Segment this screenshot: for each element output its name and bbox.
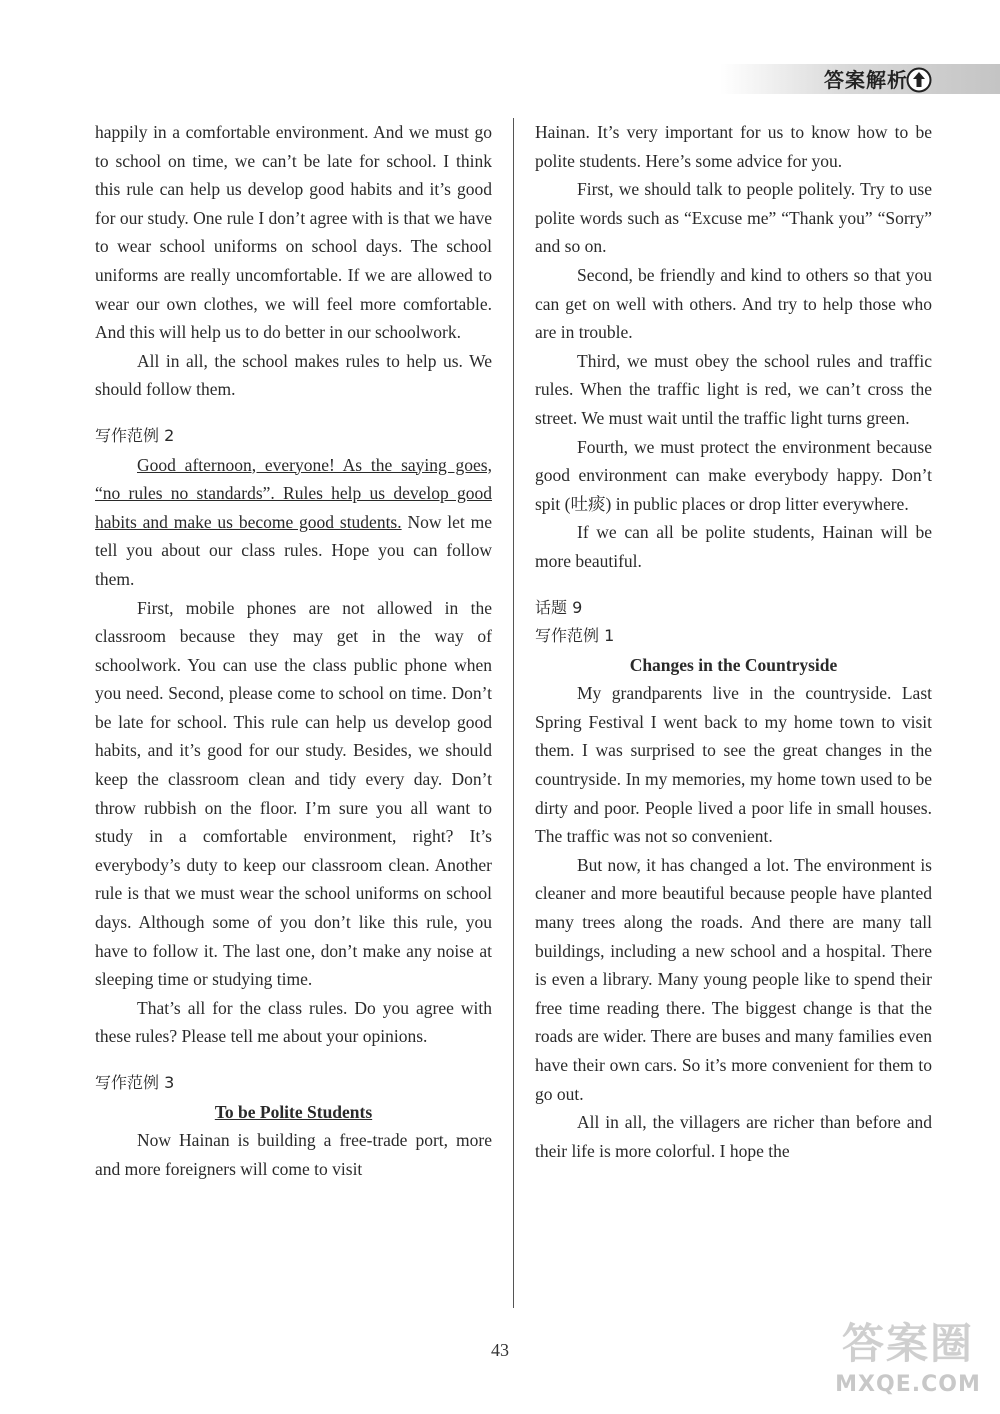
paragraph: Third, we must obey the school rules and traffic rules. When the traffic light is red, we can’t cross the street. We must wait until the traffic light turns green. [535,350,932,428]
paragraph: That’s all for the class rules. Do you agree with these rules? Please tell me about your opinions. [95,997,492,1047]
topic-heading: 话题 9 [535,597,583,617]
spacer [95,1051,492,1069]
paragraph: Second, be friendly and kind to others so that you can get on well with others. And try to help those who are in trouble. [535,264,932,343]
essay-title [95,1098,492,1127]
paragraph: All in all, the villagers are richer than before and their life is more colorful. I hope the [535,1112,932,1161]
essay-title-text: To be Polite Students [214,1101,373,1122]
sample-heading: 写作范例 1 [535,626,615,646]
paragraph [95,451,492,594]
watermark-site: MXQE.COM [835,1372,981,1397]
paragraph: If we can all be polite students, Hainan will be more beautiful. [535,522,932,571]
paragraph: All in all, the school makes rules to help us. We should follow them. [95,350,492,400]
left-column [95,118,492,1183]
paragraph: But now, it has changed a lot. The environment is cleaner and more beautiful because people have planted many trees along the roads. And there are many tall buildings, including a new school and a hospital. There is even a library. Many young people like to spend their free time reading there. The biggest change is that the roads are wider. There are buses and many families even have their own cars. So it’s more convenient for them to go out. [535,854,932,1104]
paragraph: Now Hainan is building a free-trade port, more and more foreigners will come to visit [95,1130,492,1179]
paragraph: First, we should talk to people politely. Try to use polite words such as “Excuse me” “Thank you” “Sorry” and so on. [535,179,932,257]
sample-heading: 写作范例 3 [95,1073,175,1092]
paragraph: happily in a comfortable environment. And we must go to school on time, we can’t be late for school. I think this rule can help us develop good habits and it’s good for our study. One rule I don’t agree with is that we have to wear school uniforms on school days. The school uniforms are really uncomfortable. If we are allowed to wear our own clothes, we will feel more comfortable. And this will help us to do better in our schoolwork. [95,122,492,343]
column-divider [513,118,514,1308]
section-label: 答案解析 [824,68,908,92]
spacer [535,576,932,594]
spacer [95,404,492,422]
sample-heading: 写作范例 2 [95,425,175,445]
watermark-logo [828,1318,988,1406]
paragraph: Hainan. It’s very important for us to know how to be polite students. Here’s some advice for you. [535,122,932,171]
right-column [535,118,932,1165]
essay-title: Changes in the Countryside [629,654,838,675]
paragraph: Fourth, we must protect the environment because good environment can make everybody happy. Don’t spit (吐痰) in public places or drop litter everywhere. [535,436,932,514]
page-number: 43 [491,1340,509,1360]
underlined-text: Good afternoon, everyone! As the saying goes, “no rules no standards”. Rules help us develop good habits and make us become good students. [95,454,492,532]
paragraph: First, mobile phones are not allowed in the classroom because they may get in the way of schoolwork. You can use the class public phone when you need. Second, please come to school on time. Don’t be late for school. This rule can help us develop good habits, and it’s good for our study. Besides, we should keep the classroom clean and tidy every day. Don’t throw rubbish on the floor. I’m sure you all want to study in a comfortable environment, right? It’s everybody’s duty to keep our classroom clean. Another rule is that we must wear the school uniforms on school days. Although some of you don’t like this rule, you have to follow it. The last one, don’t make any noise at sleeping time or studying time. [95,597,492,990]
watermark-chars: 答案圈 [841,1319,974,1368]
up-arrow-circle-icon [906,67,932,93]
text-run: Now let me tell you about our class rules. Hope you can follow them. [95,511,492,589]
paragraph: My grandparents live in the countryside. Last Spring Festival I went back to my home town to visit them. I was surprised to see the great changes in the countryside. In my memories, my home town used to be dirty and poor. People lived a poor life in small houses. The traffic was not so convenient. [535,683,932,847]
